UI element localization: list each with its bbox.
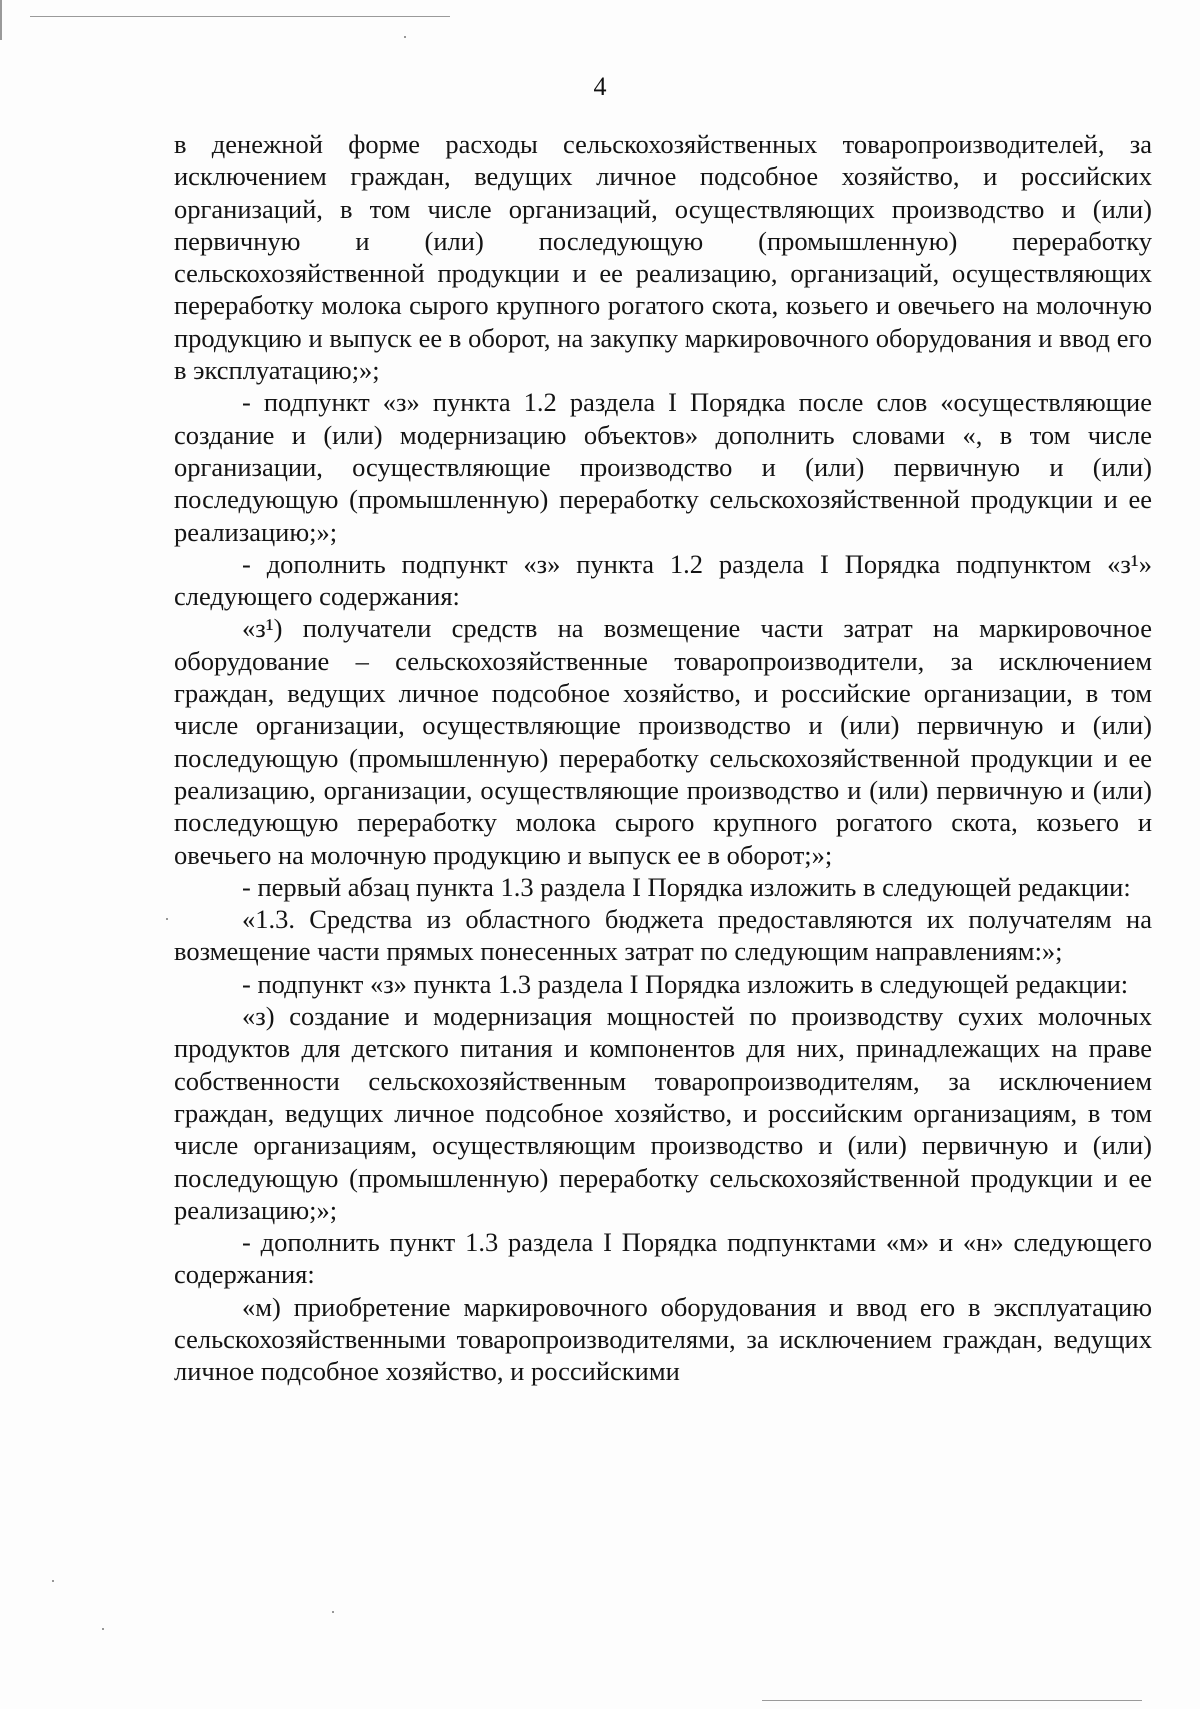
paragraph: «1.3. Средства из областного бюджета предоставляются их получателям на возмещение части прямых понесенных затрат по следующим направлениям:»; [174, 904, 1152, 967]
paragraph: «м) приобретение маркировочного оборудования и ввод его в эксплуатацию сельскохозяйственными товаропроизводителями, за исключением граждан, ведущих личное подсобное хозяйство, и российскими [174, 1291, 1152, 1387]
paragraph: - дополнить подпункт «з» пункта 1.2 раздела I Порядка подпунктом «з¹» следующего содержания: [174, 548, 1152, 612]
paragraph: - подпункт «з» пункта 1.3 раздела I Порядка изложить в следующей редакции: [242, 968, 1129, 999]
scan-edge-line [30, 16, 450, 17]
scan-edge-line [0, 0, 2, 40]
paragraph: «з) создание и модернизация мощностей по производству сухих молочных продуктов для детского питания и компонентов для них, принадлежащих на праве собственности сельскохозяйственным товаропроизводителям, за исключением граждан, ведущих личное подсобное хозяйство, и российским организациям, в том числе организациям, осуществляющим производство и (или) первичную и (или) последующую (промышленную) переработку сельскохозяйственной продукции и ее реализацию;»; [174, 1001, 1152, 1225]
document-body [174, 128, 1152, 1388]
scan-speck [332, 1611, 334, 1613]
paragraph: - первый абзац пункта 1.3 раздела I Порядка изложить в следующей редакции: [242, 871, 1131, 902]
scan-speck [166, 918, 168, 920]
paragraph: - дополнить пункт 1.3 раздела I Порядка подпунктами «м» и «н» следующего содержания: [174, 1227, 1152, 1290]
paragraph: - подпункт «з» пункта 1.2 раздела I Порядка после слов «осуществляющие создание и (или) модернизацию объектов» дополнить словами «, в том числе организации, осуществляющие производство и (или) первичную и (или) последующую (промышленную) переработку сельскохозяйственной продукции и ее реализацию;»; [174, 387, 1152, 547]
paragraph: в денежной форме расходы сельскохозяйственных товаропроизводителей, за исключением граждан, ведущих личное подсобное хозяйство, и российских организаций, в том числе организаций, осуществляющих производство и (или) первичную и (или) последующую (промышленную) переработку сельскохозяйственной продукции и ее реализацию, организаций, осуществляющих переработку молока сырого крупного рогатого скота, козьего и овечьего на молочную продукцию и выпуск ее в оборот, на закупку маркировочного оборудования и ввод его в эксплуатацию;»; [174, 129, 1152, 386]
scan-speck [102, 1628, 104, 1630]
page-number: 4 [593, 72, 607, 101]
scan-speck [52, 1580, 54, 1582]
scan-edge-line [762, 1700, 1142, 1701]
paragraph: «з¹) получатели средств на возмещение части затрат на маркировочное оборудование – сельскохозяйственные товаропроизводители, за исключением граждан, ведущих личное подсобное хозяйство, и российские организации, в том числе организации, осуществляющие производство и (или) первичную и (или) последующую (промышленную) переработку сельскохозяйственной продукции и ее реализацию, организации, осуществляющие производство и (или) первичную и (или) последующую переработку молока сырого крупного рогатого скота, козьего и овечьего на молочную продукцию и выпуск ее в оборот;»; [174, 613, 1152, 870]
scan-speck [404, 36, 406, 38]
